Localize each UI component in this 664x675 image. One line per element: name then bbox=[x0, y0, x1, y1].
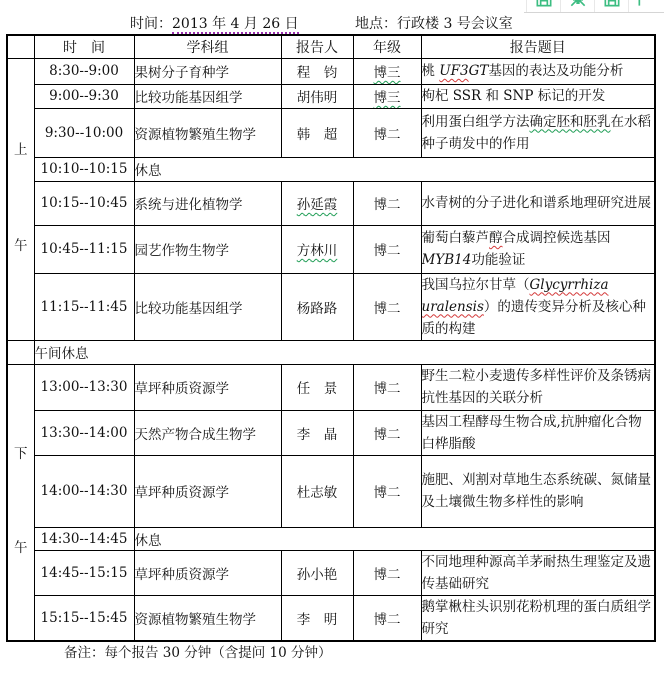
text-segment: MYB14 bbox=[421, 252, 472, 268]
text-segment: 博三 bbox=[373, 90, 401, 106]
grade-cell bbox=[353, 108, 421, 157]
header-cell-session bbox=[7, 35, 34, 58]
grade-cell bbox=[353, 410, 421, 455]
presenter-cell bbox=[281, 550, 353, 595]
text-segment: 博三 bbox=[373, 65, 401, 81]
group-cell bbox=[134, 58, 281, 84]
date-field bbox=[130, 13, 299, 33]
text-segment: 功能验证 bbox=[471, 252, 526, 268]
table-row bbox=[7, 410, 655, 455]
title-cell bbox=[421, 58, 655, 84]
text-segment: 任 景 bbox=[296, 381, 338, 397]
place-label: 地点： bbox=[355, 16, 397, 32]
grade-cell bbox=[353, 225, 421, 273]
group-cell bbox=[134, 410, 281, 455]
presenter-cell bbox=[281, 595, 353, 641]
save-as-icon[interactable] bbox=[594, 0, 628, 12]
break-cell bbox=[134, 527, 655, 550]
group-cell bbox=[134, 108, 281, 157]
text-segment: 天然产物合成生物学 bbox=[134, 426, 256, 443]
title-cell bbox=[421, 108, 655, 157]
footer-note: 备注：每个报告 30 分钟（含提问 10 分钟） bbox=[64, 645, 332, 661]
text-segment: 桃 bbox=[421, 63, 440, 79]
text-segment: 李 明 bbox=[296, 611, 338, 628]
presenter-cell bbox=[281, 225, 353, 273]
presenter-cell bbox=[281, 273, 353, 340]
text-segment: 醇 bbox=[489, 230, 503, 246]
grade-cell bbox=[353, 550, 421, 595]
lunch-break-cell bbox=[34, 340, 655, 364]
text-segment: 休息 bbox=[134, 532, 162, 549]
text-segment: 比较功能基因组学 bbox=[134, 300, 243, 317]
text-segment: 孙小艳 bbox=[296, 566, 338, 583]
text-segment: 草坪种质资源学 bbox=[134, 485, 229, 501]
time-cell bbox=[34, 364, 134, 410]
date-label: 时间： bbox=[130, 16, 172, 32]
session-char: 午 bbox=[14, 540, 28, 557]
break-cell bbox=[134, 157, 655, 181]
save-icon-glyph bbox=[534, 0, 554, 9]
text-segment: 9:30--10:00 bbox=[44, 124, 124, 141]
text-segment: 不同地理种源高羊茅耐热生理鉴定及遗传基础研究 bbox=[421, 553, 651, 592]
text-segment: 草坪种质资源学 bbox=[134, 566, 229, 583]
time-cell bbox=[34, 157, 134, 181]
time-cell bbox=[34, 225, 134, 273]
session-label-afternoon bbox=[7, 364, 34, 641]
table-header bbox=[7, 35, 655, 58]
schedule-table bbox=[6, 34, 656, 642]
text-segment: 合成调控候选基因 bbox=[502, 230, 611, 246]
table-row bbox=[7, 550, 655, 595]
grade-cell bbox=[353, 455, 421, 527]
clipped-partial-icon[interactable] bbox=[628, 0, 662, 12]
table-row bbox=[7, 58, 655, 84]
text-segment: 园艺作物生物学 bbox=[134, 243, 229, 259]
text-segment: 博二 bbox=[373, 243, 401, 259]
session-label-wrap bbox=[8, 368, 34, 637]
title-cell bbox=[421, 410, 655, 455]
time-cell bbox=[34, 58, 134, 84]
text-segment: 比较功能基因组学 bbox=[134, 90, 243, 106]
text-segment: 8:30--9:00 bbox=[49, 63, 119, 79]
title-cell bbox=[421, 595, 655, 641]
save-as-icon-glyph bbox=[602, 0, 622, 9]
text-segment: 9:00--9:30 bbox=[49, 88, 119, 104]
text-segment: 博二 bbox=[373, 300, 401, 317]
text-segment: 野生二粒小麦遗传多样性评价及条锈病抗性基因的关联分析 bbox=[421, 368, 651, 406]
save-icon[interactable] bbox=[526, 0, 560, 12]
text-segment: 葡萄白藜芦 bbox=[421, 230, 489, 246]
time-cell bbox=[34, 108, 134, 157]
text-segment: 13:30--14:00 bbox=[40, 424, 128, 441]
text-segment: 确定胚和胚乳 bbox=[529, 113, 611, 130]
text-segment: 13:00--13:30 bbox=[40, 379, 128, 395]
text-segment: 博二 bbox=[373, 381, 401, 397]
text-segment: 在水稻种子萌发中的作用 bbox=[421, 113, 651, 152]
session-label-wrap bbox=[8, 62, 34, 336]
group-cell bbox=[134, 595, 281, 641]
group-cell bbox=[134, 455, 281, 527]
toolbar bbox=[524, 0, 664, 13]
text-segment: 方林川 bbox=[296, 243, 338, 259]
time-cell bbox=[34, 84, 134, 108]
time-cell bbox=[34, 181, 134, 225]
text-segment: 系统与进化植物学 bbox=[134, 197, 243, 213]
place-value: 行政楼 3 号会议室 bbox=[397, 16, 513, 32]
grade-cell bbox=[353, 58, 421, 84]
text-segment: 果树分子育种学 bbox=[134, 65, 229, 81]
table-row bbox=[7, 225, 655, 273]
presenter-cell bbox=[281, 364, 353, 410]
text-segment: 14:30--14:45 bbox=[40, 530, 128, 547]
text-segment: 我国乌拉尔甘草（ bbox=[421, 276, 530, 293]
group-cell bbox=[134, 84, 281, 108]
schedule-table-body bbox=[7, 58, 655, 641]
grade-cell bbox=[353, 84, 421, 108]
presenter-cell bbox=[281, 58, 353, 84]
text-segment: 枸杞 SSR 和 SNP 标记的开发 bbox=[421, 88, 606, 104]
text-segment: 14:45--15:15 bbox=[40, 564, 128, 581]
title-cell bbox=[421, 225, 655, 273]
share-arrows-icon[interactable] bbox=[560, 0, 594, 12]
group-cell bbox=[134, 181, 281, 225]
table-row bbox=[7, 181, 655, 225]
header-cell-group: 学科组 bbox=[134, 35, 281, 58]
session-char: 下 bbox=[14, 446, 28, 463]
text-segment: 水青树的分子进化和谱系地理研究进展 bbox=[421, 195, 651, 211]
grade-cell bbox=[353, 364, 421, 410]
group-cell bbox=[134, 364, 281, 410]
break-row bbox=[7, 157, 655, 181]
session-char: 上 bbox=[14, 142, 28, 159]
title-cell bbox=[421, 550, 655, 595]
text-segment: 胡伟明 bbox=[296, 90, 338, 106]
time-cell bbox=[34, 410, 134, 455]
header-cell-time: 时 间 bbox=[34, 35, 134, 58]
session-label-morning bbox=[7, 58, 34, 340]
text-segment: 10:15--10:45 bbox=[40, 195, 128, 211]
grade-cell bbox=[353, 595, 421, 641]
clipped-partial-icon-glyph bbox=[636, 0, 656, 9]
title-cell bbox=[421, 84, 655, 108]
grade-cell bbox=[353, 181, 421, 225]
text-segment: 杜志敏 bbox=[296, 485, 338, 501]
time-cell bbox=[34, 550, 134, 595]
text-segment: 10:10--10:15 bbox=[40, 161, 128, 177]
table-row bbox=[7, 595, 655, 641]
text-segment: 11:15--11:45 bbox=[40, 298, 128, 315]
text-segment: 程 钧 bbox=[296, 65, 338, 81]
share-arrows-icon-glyph bbox=[568, 0, 588, 9]
text-segment: 草坪种质资源学 bbox=[134, 381, 229, 397]
text-segment: 利用蛋白组学方法 bbox=[421, 113, 530, 130]
text-segment: 鹅掌楸柱头识别花粉机理的蛋白质组学研究 bbox=[421, 598, 651, 637]
text-segment: ）的遗传变异分析及核心种质的构建 bbox=[421, 298, 646, 337]
text-segment: 资源植物繁殖生物学 bbox=[134, 611, 256, 628]
header-cell-grade: 年级 bbox=[353, 35, 421, 58]
text-segment: 休息 bbox=[134, 163, 162, 179]
text-segment: Glycyrrhiza uralensis bbox=[421, 276, 609, 315]
session-char: 午 bbox=[14, 238, 28, 255]
text-segment: 施肥、刈割对草地生态系统碳、氮储量及土壤微生物多样性的影响 bbox=[421, 472, 651, 510]
title-cell bbox=[421, 181, 655, 225]
text-segment: 基因的表达及功能分析 bbox=[488, 63, 624, 79]
text-segment: 博二 bbox=[373, 485, 401, 501]
table-row bbox=[7, 273, 655, 340]
text-segment: 博二 bbox=[373, 426, 401, 443]
group-cell bbox=[134, 550, 281, 595]
text-segment: 博二 bbox=[373, 197, 401, 213]
table-row bbox=[7, 108, 655, 157]
title-cell bbox=[421, 364, 655, 410]
header-row bbox=[7, 35, 655, 58]
header-cell-presenter: 报告人 bbox=[281, 35, 353, 58]
date-value: 2013 年 4 月 26 日 bbox=[172, 16, 299, 32]
text-segment: 基因工程酵母生物合成,抗肿瘤化合物白桦脂酸 bbox=[421, 413, 642, 452]
table-row bbox=[7, 84, 655, 108]
text-segment: 孙延霞 bbox=[296, 197, 338, 213]
text-segment: 10:45--11:15 bbox=[40, 241, 128, 257]
text-segment: 李 晶 bbox=[296, 426, 338, 443]
text-segment: 韩 超 bbox=[296, 126, 338, 143]
header-cell-title: 报告题目 bbox=[421, 35, 655, 58]
text-segment: 15:15--15:45 bbox=[40, 609, 128, 626]
title-cell bbox=[421, 273, 655, 340]
text-segment: GT bbox=[468, 63, 489, 79]
presenter-cell bbox=[281, 181, 353, 225]
text-segment: 资源植物繁殖生物学 bbox=[134, 126, 256, 143]
table-row bbox=[7, 455, 655, 527]
break-row bbox=[7, 340, 655, 364]
text-segment: UF3 bbox=[439, 63, 469, 79]
time-cell bbox=[34, 595, 134, 641]
presenter-cell bbox=[281, 410, 353, 455]
grade-cell bbox=[353, 273, 421, 340]
title-cell bbox=[421, 455, 655, 527]
time-cell bbox=[34, 527, 134, 550]
time-cell bbox=[34, 455, 134, 527]
place-field bbox=[355, 13, 513, 33]
presenter-cell bbox=[281, 84, 353, 108]
presenter-cell bbox=[281, 108, 353, 157]
time-cell bbox=[34, 273, 134, 340]
break-row bbox=[7, 527, 655, 550]
group-cell bbox=[134, 225, 281, 273]
presenter-cell bbox=[281, 455, 353, 527]
session-empty-cell bbox=[7, 340, 34, 364]
text-segment: 博二 bbox=[373, 611, 401, 628]
text-segment: 杨路路 bbox=[296, 300, 338, 317]
text-segment: 博二 bbox=[373, 126, 401, 143]
text-segment: 博二 bbox=[373, 566, 401, 583]
table-row bbox=[7, 364, 655, 410]
text-segment: 14:00--14:30 bbox=[40, 483, 128, 499]
group-cell bbox=[134, 273, 281, 340]
text-segment: 午间休息 bbox=[34, 346, 89, 362]
